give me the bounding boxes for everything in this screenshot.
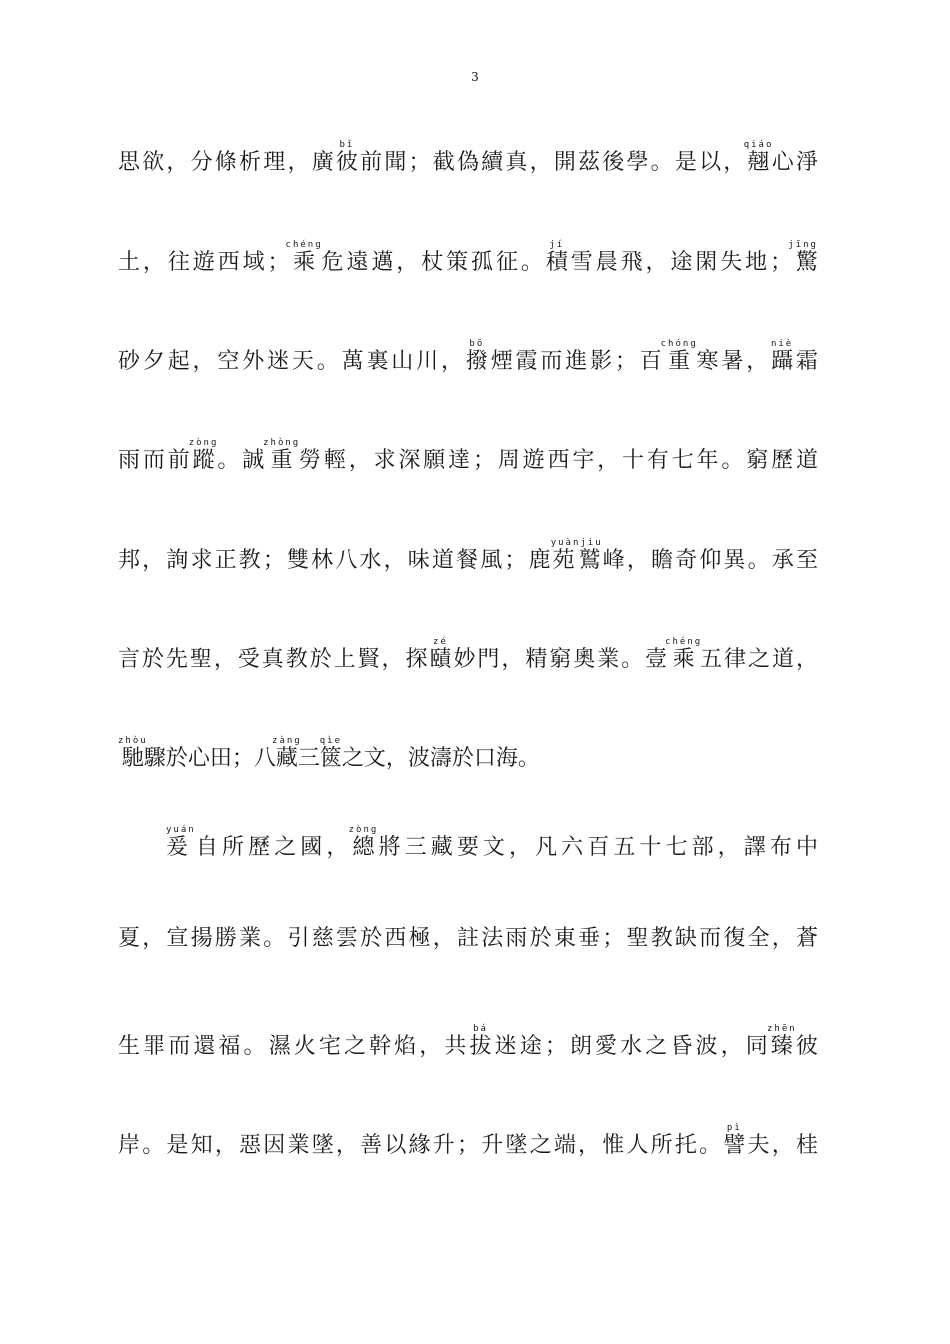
text-line [118, 438, 818, 476]
text-line [118, 1123, 818, 1161]
annotated-text: 撥bō [465, 339, 491, 374]
text-line [118, 1024, 818, 1062]
annotated-text: 驚jīng [788, 240, 818, 275]
text-segment: 夏，宣揚勝業。引慈雲於西極，註法雨於東垂；聖教缺而復全，蒼 [118, 926, 818, 951]
text-segment: 前聞；截偽續真，開茲後學。是以， [360, 150, 748, 175]
pinyin-annotation: yuànjiu [550, 538, 603, 548]
text-segment: 岸。是知，惡因業墜，善以緣升；升墜之端，惟人所托。 [118, 1133, 724, 1158]
pinyin-annotation: qiáo [743, 140, 774, 150]
annotated-text: 馳zhòu [118, 736, 148, 771]
annotated-text: 篋qìe [319, 736, 343, 771]
pinyin-annotation: bá [469, 1024, 492, 1034]
text-segment: 勞輕，求深願達；周遊西宇，十有七年。窮歷道 [296, 448, 818, 473]
text-segment: 言於先聖，受真教於上賢，探 [118, 647, 430, 672]
text-line [118, 637, 818, 675]
text-line [118, 339, 818, 377]
annotated-text: 乘chéng [285, 240, 323, 275]
text-line [166, 825, 818, 863]
annotated-text: 藏zàng [272, 736, 302, 771]
pinyin-annotation: jīng [788, 240, 818, 250]
pinyin-annotation: niè [770, 339, 794, 349]
pinyin-annotation: bō [465, 339, 488, 349]
text-segment: 彼 [792, 1034, 818, 1059]
text-segment: 心淨 [769, 150, 818, 175]
annotated-text: 翹qiáo [743, 140, 774, 175]
pinyin-annotation: pì [723, 1123, 746, 1133]
pinyin-annotation: zé [429, 637, 452, 647]
text-segment: 妙門，精窮奧業。壹 [453, 647, 670, 672]
annotated-text: 賾zé [429, 637, 454, 672]
text-line [118, 736, 818, 774]
text-line [118, 240, 818, 278]
text-segment: 雪晨飛，途閑失地； [570, 250, 793, 275]
text-line [118, 924, 818, 954]
text-segment: 三 [297, 746, 320, 771]
text-segment: 思欲，分條析理，廣 [118, 150, 336, 175]
text-segment: 雨而前 [118, 448, 193, 473]
pinyin-annotation: jí [545, 240, 568, 250]
annotated-text: 蹤zòng [188, 438, 219, 473]
text-segment: 驟於心田；八 [143, 746, 276, 771]
annotated-text: 譬pì [723, 1123, 748, 1158]
text-segment: 生罪而還福。濕火宅之幹焰，共 [118, 1034, 470, 1059]
pinyin-annotation: zhòu [118, 736, 148, 746]
pinyin-annotation: zòng [348, 825, 379, 835]
text-segment: 煙霞而進影；百 [490, 349, 665, 374]
text-line [118, 140, 818, 178]
pinyin-annotation: zhēn [766, 1024, 797, 1034]
annotated-text: 臻zhēn [766, 1024, 797, 1059]
pinyin-annotation: zòng [188, 438, 219, 448]
annotated-text: 乘chéng [665, 637, 703, 672]
text-segment: 砂夕起，空外迷天。萬裏山川， [118, 349, 466, 374]
text-segment: 霜 [793, 349, 818, 374]
text-segment: 五律之道， [698, 647, 818, 672]
text-segment: 迷途；朗愛水之昏波，同 [494, 1034, 771, 1059]
annotated-text: 苑鷲yuànjiu [550, 538, 603, 573]
pinyin-annotation: bǐ [335, 140, 358, 150]
annotated-text: 總zòng [348, 825, 379, 860]
text-segment: 土，往遊西域； [118, 250, 290, 275]
pinyin-annotation: chéng [665, 637, 703, 647]
pinyin-annotation: chéng [285, 240, 323, 250]
text-segment: 寒暑， [693, 349, 772, 374]
text-segment: 之文，波濤於口海。 [341, 746, 540, 771]
text-line [118, 538, 818, 576]
pinyin-annotation: yuán [166, 825, 196, 835]
pinyin-annotation: zàng [272, 736, 302, 746]
text-segment: 自所歷之國， [191, 835, 353, 860]
pinyin-annotation: chóng [660, 339, 698, 349]
annotated-text: 彼bǐ [335, 140, 361, 175]
annotated-text: 爰yuán [166, 825, 196, 860]
pinyin-annotation: qìe [319, 736, 343, 746]
annotated-text: 拔bá [469, 1024, 495, 1059]
annotated-text: 重chóng [660, 339, 698, 374]
annotated-text: 重zhòng [263, 438, 301, 473]
text-segment: 邦，詢求正教；雙林八水，味道餐風；鹿 [118, 548, 553, 573]
text-segment: 夫，桂 [747, 1133, 818, 1158]
page-number: 3 [471, 70, 479, 84]
text-segment: 將三藏要文，凡六百五十七部，譯布中 [374, 835, 818, 860]
annotated-text: 積jí [545, 240, 571, 275]
text-segment: 。誠 [214, 448, 268, 473]
text-segment: 危遠邁，杖策孤征。 [318, 250, 546, 275]
pinyin-annotation: zhòng [263, 438, 301, 448]
text-segment: 峰，瞻奇仰異。承至 [600, 548, 818, 573]
annotated-text: 躡niè [770, 339, 794, 374]
